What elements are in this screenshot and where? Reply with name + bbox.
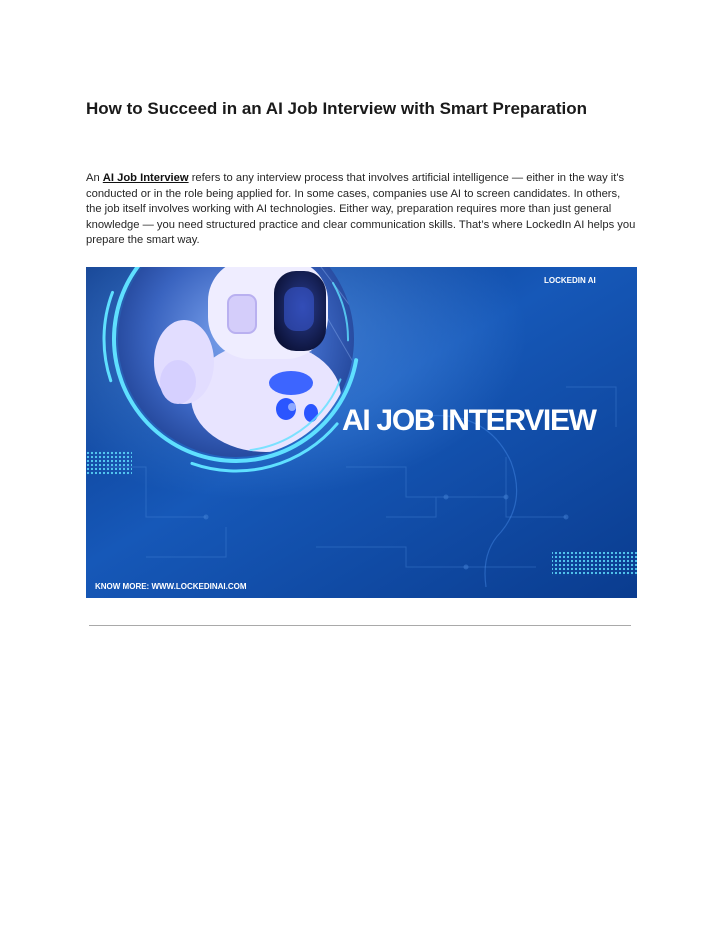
- horizontal-divider: [89, 625, 631, 626]
- page-title: How to Succeed in an AI Job Interview with Smart Preparation: [86, 99, 587, 118]
- banner-footer: KNOW MORE: WWW.LOCKEDINAI.COM: [95, 582, 247, 591]
- banner-headline: AI JOB INTERVIEW: [342, 404, 596, 437]
- intro-lead: An: [86, 172, 103, 184]
- intro-paragraph: [86, 171, 638, 249]
- banner-brand: LOCKEDIN AI: [544, 276, 596, 285]
- intro-body: refers to any interview process that involves artificial intelligence — either in the way it's conducted or in the role being applied for. In some cases, companies use AI to screen candidates. In others, the job itself involves working with AI technologies. Either way, preparation requires more than just general knowledge — you need structured practice and clear communication skills. That’s where LockedIn AI helps you prepare the smart way.: [86, 172, 636, 247]
- ai-job-interview-banner: [86, 267, 637, 598]
- ai-job-interview-link[interactable]: AI Job Interview: [102, 172, 189, 184]
